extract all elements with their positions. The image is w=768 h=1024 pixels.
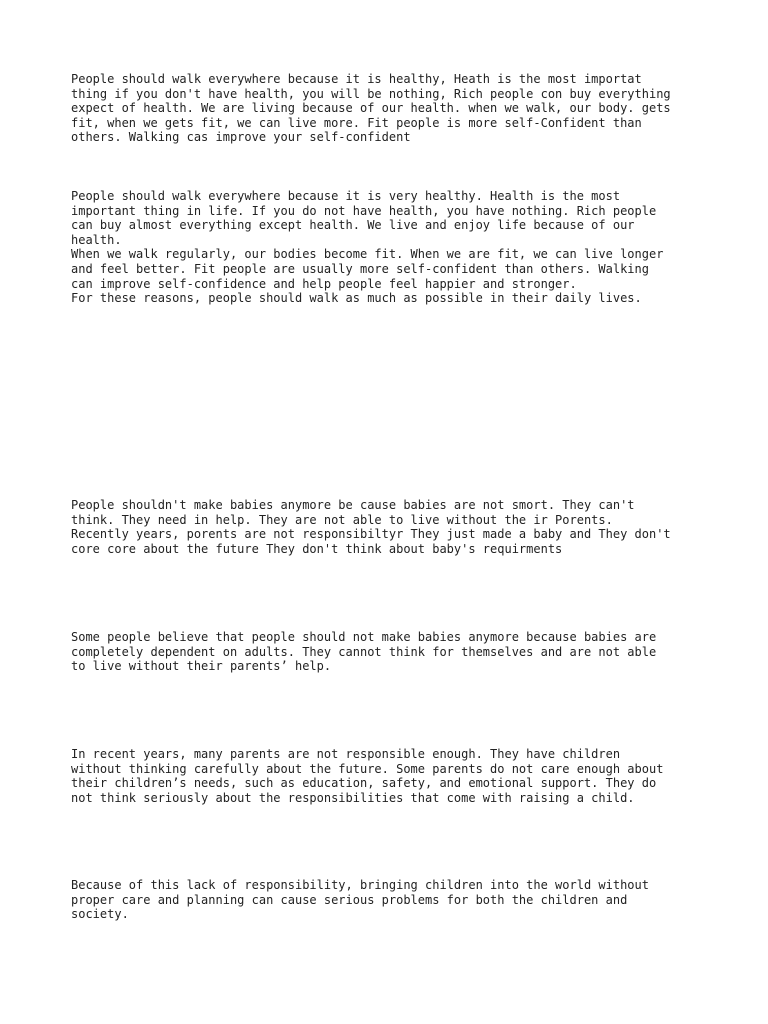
revised-babies-section bbox=[71, 601, 711, 951]
revised-babies-paragraph-2: In recent years, many parents are not responsible enough. They have children without thinking carefully about the future. Some parents do not care enough about their children’s needs, such as education, safety, and emotional support. They do not think seriously about the responsibilities that come with raising a child. bbox=[71, 746, 664, 805]
original-walking-paragraph: People should walk everywhere because it is healthy, Heath is the most importat thing if you don't have health, you will be nothing, Rich people con buy everything expect of health. We are living because of our health. when we walk, our body. gets fit, when we gets fit, we can live more. Fit people is more self-Confident than others. Walking cas improve your self-confident bbox=[71, 72, 671, 145]
paragraph-gap bbox=[71, 703, 711, 718]
paragraph-gap bbox=[71, 835, 711, 850]
revised-babies-paragraph-1: Some people believe that people should not make babies anymore because babies are completely dependent on adults. They cannot think for themselves and are not able to live without their parents’ help. bbox=[71, 630, 657, 674]
original-babies-paragraph: People shouldn't make babies anymore be cause babies are not smort. They can't think. They need in help. They are not able to live without the ir Porents. Recently years, porents are not responsibiltyr They just made a baby and They don't core core about the future They don't think about baby's requirments bbox=[71, 498, 671, 556]
revised-walking-paragraph: People should walk everywhere because it is very healthy. Health is the most important thing in life. If you do not have health, you have nothing. Rich people can buy almost everything except health. We live and enjoy life because of our health. When we walk regularly, our bodies become fit. When we are fit, we can live longer and feel better. Fit people are usually more self-confident than others. Walking can improve self-confidence and help people feel happier and stronger. For these reasons, people should walk as much as possible in their daily lives. bbox=[71, 189, 664, 306]
revised-babies-paragraph-3: Because of this lack of responsibility, bringing children into the world without proper care and planning can cause serious problems for both the children and society. bbox=[71, 878, 649, 922]
